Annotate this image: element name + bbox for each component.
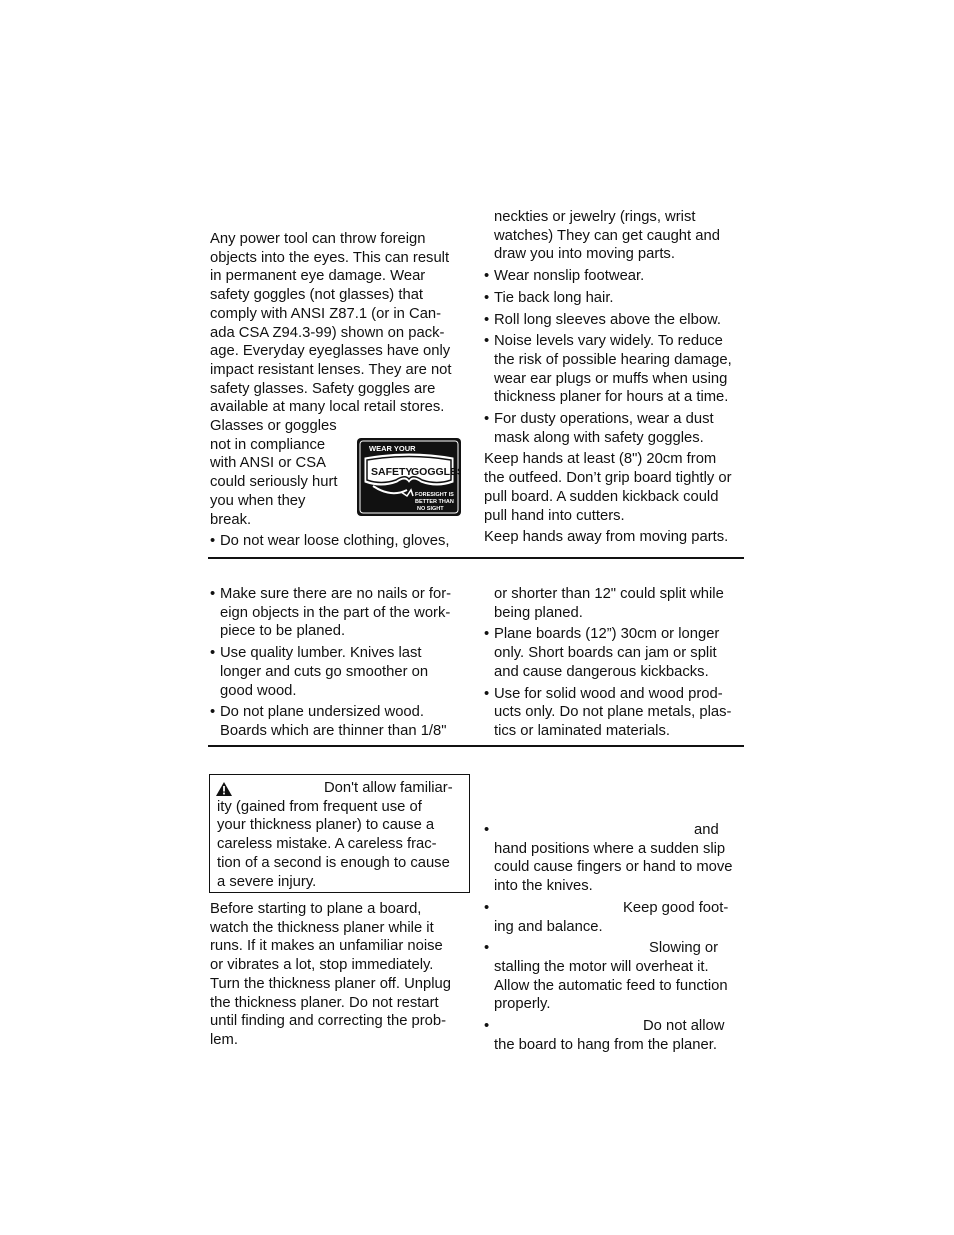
text-line: runs. If it makes an unfamiliar noise (210, 938, 443, 955)
text-line: not in compliance (210, 436, 326, 453)
text-line: watches) They can get caught and (494, 227, 720, 244)
text-line: into the knives. (494, 878, 593, 895)
safety-goggles-label-image (357, 438, 461, 516)
text-line: properly. (494, 996, 551, 1013)
text-line: longer and cuts go smoother on (220, 663, 429, 680)
text-line: mask along with safety goggles. (494, 429, 704, 446)
text-line: age. Everyday eyeglasses have only (210, 343, 451, 360)
text-line: Tie back long hair. (494, 289, 614, 306)
text-line: or vibrates a lot, stop immediately. (210, 957, 434, 974)
bullet-text: Do not wear loose clothing, gloves, (220, 533, 450, 550)
text-line: the thickness planer. Do not restart (210, 994, 439, 1011)
text-line: Keep good foot- (623, 899, 729, 916)
list-item (484, 625, 746, 681)
list-item (484, 267, 746, 286)
text-line: available at many local retail stores. (210, 399, 445, 416)
text-line: draw you into moving parts. (494, 246, 675, 263)
text-line: pull hand into cutters. (484, 507, 625, 524)
list-item (210, 585, 472, 641)
before-starting-paragraph (210, 900, 472, 1050)
text-line: piece to be planed. (220, 623, 346, 640)
text-line: could cause fingers or hand to move (494, 859, 733, 876)
list-item (484, 332, 746, 407)
list-item (484, 685, 746, 741)
bullet: • (484, 1018, 490, 1035)
text-line: wear ear plugs or muffs when using (494, 370, 728, 387)
text-line: impact resistant lenses. They are not (210, 361, 452, 378)
goggles-left-text: SAFETY (371, 466, 413, 478)
text-line: Use for solid wood and wood prod- (494, 685, 723, 702)
bullet: • (484, 899, 490, 916)
list-item (484, 821, 746, 896)
section-divider (208, 745, 744, 747)
continued-text (484, 208, 746, 264)
text-line: careless mistake. A careless frac- (217, 836, 437, 853)
bullet: • (210, 586, 216, 602)
bullet: • (484, 289, 490, 306)
text-line: only. Short boards can jam or split (494, 645, 717, 662)
clothing-column (484, 208, 746, 547)
eye-protection-paragraph (210, 230, 472, 417)
text-line: ada CSA Z94.3-99) shown on pack- (210, 324, 445, 341)
continued-text (484, 585, 746, 622)
bullet: • (484, 311, 490, 328)
list-item (484, 939, 746, 1014)
text-line: hand positions where a sudden slip (494, 840, 726, 857)
text-line: Boards which are thinner than 1/8" (220, 722, 447, 739)
text-line: comply with ANSI Z87.1 (or in Can- (210, 305, 442, 322)
text-line: and (694, 822, 719, 838)
bullet: • (484, 411, 490, 428)
text-line: being planed. (494, 604, 583, 621)
text-line: with ANSI or CSA (210, 455, 326, 472)
workpiece-column-left (210, 585, 472, 741)
text-line: Make sure there are no nails or for- (220, 586, 452, 602)
text-line: safety glasses. Safety goggles are (210, 380, 436, 397)
text-line: a severe injury. (217, 873, 317, 890)
text-line: the board to hang from the planer. (494, 1036, 717, 1053)
list-item (484, 899, 746, 936)
text-line: ity (gained from frequent use of (217, 798, 422, 815)
text-line: Allow the automatic feed to function (494, 977, 728, 994)
bullet: • (484, 822, 490, 838)
text-line: tion of a second is enough to cause (217, 854, 450, 871)
bullet: • (210, 645, 216, 662)
text-line: you when they (210, 492, 306, 509)
keep-hands-paragraph (484, 450, 746, 525)
list-item (484, 410, 746, 447)
section-divider (208, 557, 744, 559)
text-line: Plane boards (12”) 30cm or longer (494, 626, 720, 643)
text-line: Do not allow (643, 1018, 725, 1035)
bullet: • (210, 533, 216, 550)
text-line: Noise levels vary widely. To reduce (494, 333, 723, 350)
list-item (484, 1017, 746, 1054)
list-item (210, 644, 472, 700)
text-line: tics or laminated materials. (494, 722, 670, 739)
warning-box (209, 774, 470, 893)
text-line: Use quality lumber. Knives last (220, 645, 422, 662)
goggles-top-text: WEAR YOUR (369, 444, 416, 453)
goggles-caption-3: NO SIGHT (417, 506, 444, 512)
text-line: until finding and correcting the prob- (210, 1013, 447, 1030)
text-line: ucts only. Do not plane metals, plas- (494, 704, 732, 721)
text-line: Roll long sleeves above the elbow. (494, 311, 722, 328)
text-line: Keep hands at least (8") 20cm from (484, 451, 717, 468)
goggles-caption-2: BETTER THAN (415, 499, 454, 505)
list-item (210, 532, 472, 551)
text-line: and cause dangerous kickbacks. (494, 663, 709, 680)
list-item (484, 311, 746, 330)
bullet: • (484, 333, 490, 350)
goggles-icon (357, 438, 461, 516)
text-line: For dusty operations, wear a dust (494, 411, 714, 428)
text-line: Do not plane undersized wood. (220, 704, 425, 721)
text-line: watch the thickness planer while it (210, 919, 434, 936)
bullet: • (484, 940, 490, 957)
keep-away-paragraph: Keep hands away from moving parts. (484, 529, 729, 546)
text-line: Don't allow familiar- (324, 780, 453, 796)
list-item (210, 703, 472, 740)
goggles-caption-1: FORESIGHT IS (415, 492, 454, 498)
text-line: objects into the eyes. This can result (210, 249, 450, 266)
text-line: in permanent eye damage. Wear (210, 268, 426, 285)
text-line: lem. (210, 1031, 238, 1048)
bullet: • (484, 268, 490, 285)
bullet: • (484, 626, 490, 643)
text-line: or shorter than 12" could split while (494, 586, 724, 602)
text-line: Any power tool can throw foreign (210, 231, 426, 247)
text-line: Before starting to plane a board, (210, 901, 422, 917)
text-line: eign objects in the part of the work- (220, 604, 451, 621)
text-line: your thickness planer) to cause a (217, 817, 435, 834)
list-item (484, 289, 746, 308)
text-line: Slowing or (649, 940, 719, 957)
text-line: pull board. A sudden kickback could (484, 488, 719, 505)
text-line: neckties or jewelry (rings, wrist (494, 209, 696, 225)
bullet: • (484, 685, 490, 702)
text-line: could seriously hurt (210, 474, 338, 491)
text-line: the outfeed. Don’t grip board tightly or (484, 470, 732, 487)
text-line: Turn the thickness planer off. Unplug (210, 975, 451, 992)
text-line: Wear nonslip footwear. (494, 268, 645, 285)
text-line: the risk of possible hearing damage, (494, 351, 732, 368)
bullet: • (210, 704, 216, 721)
text-line: thickness planer for hours at a time. (494, 389, 729, 406)
text-line: safety goggles (not glasses) that (210, 287, 424, 304)
before-starting-column (210, 900, 472, 1050)
goggles-right-text: GOGGLES (411, 466, 461, 478)
warning-triangle-icon (215, 781, 233, 797)
text-line: break. (210, 511, 252, 528)
text-line: stalling the motor will overheat it. (494, 958, 709, 975)
workpiece-column-right (484, 585, 746, 741)
text-line: Glasses or goggles (210, 418, 337, 435)
operation-column (484, 821, 746, 1054)
text-line: ing and balance. (494, 918, 603, 935)
text-line: good wood. (220, 682, 297, 699)
